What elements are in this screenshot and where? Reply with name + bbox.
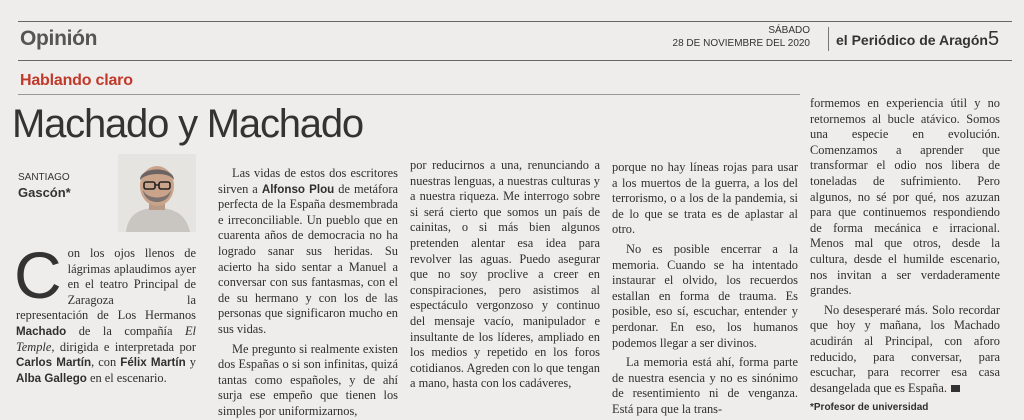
body-column-1 <box>14 238 196 386</box>
paragraph: Me pregunto si realmente existen dos Españas o si son infinitas, quizá tantas como españoles, y de ahí surja ese empeño que tienen los simples por uniformizarnos, <box>218 341 398 418</box>
paragraph: por reducirnos a una, renunciando a nuestras lenguas, a nuestras culturas y a nuestra riqueza. Me interrogo sobre si será cierto que somos un país de cainitas, o si más bien algunos pretenden alentar esa idea para revolver las aguas. Puedo asegurar que no soy proclive a creer en conspiraciones, pero asistimos al espectáculo vergonzoso y continuo del mensaje vacío, manipulador e insultante de los líderes, ampliado en los medios y repetido en los foros cotidianos. Agreden con lo que tengan a mano, hasta con los cadáveres, <box>410 158 600 391</box>
page-number: 5 <box>988 28 1000 50</box>
end-mark-icon <box>951 385 960 392</box>
paragraph: La memoria está ahí, forma parte de nuestra esencia y no es sinónimo de resentimiento ni de venganza. Está para que la trans- <box>612 355 798 416</box>
paragraph: No desesperaré más. Solo recordar que hoy y mañana, los Machado acudirán al Principal, con aforo reducido, para conversar, para escuchar, para recorrer esa casa desangelada que es España. <box>810 302 1000 395</box>
article-title: Machado y Machado <box>12 102 363 146</box>
author-last-name: Gascón* <box>18 185 71 200</box>
column-rubric: Hablando claro <box>20 72 133 89</box>
day-label: SÁBADO <box>768 25 810 36</box>
date-label: 28 DE NOVIEMBRE DEL 2020 <box>672 38 810 49</box>
header-rule <box>18 60 1012 61</box>
body-column-4 <box>612 160 798 418</box>
paragraph: Las vidas de estos dos escritores sirven a Alfonso Plou de metáfora perfecta de la España desmembrada e irreconciliable. Un pueblo que en cuarenta años de democracia no ha logrado sanar sus heridas. Su acierto ha sido sentar a Manuel a conversar con sus fantasmas, con el de su hermano y con los de las personas que significaron mucho en sus vidas. <box>218 166 398 336</box>
newspaper-name: el Periódico de Aragón <box>836 32 988 48</box>
paragraph: formemos en experiencia útil y no retornemos al bucle atávico. Somos una especie en evolución. Comenzamos a aprender que transformar el odio nos libera de toneladas de sufrimiento. Pero algunos, no sé por qué, nos azuzan para que continuemos respondiendo de forma mecánica e irracional. Menos mal que otros, desde la cultura, desde el humilde escenario, nos invitan a ser verdaderamente grandes. <box>810 96 1000 298</box>
author-portrait-icon <box>118 154 196 232</box>
paragraph: No es posible encerrar a la memoria. Cuando se ha intentado instaurar el olvido, los recuerdos estallan en forma de trauma. Es posible, eso sí, escuchar, entender y perdonar. En eso, los humanos podemos llegar a ser divinos. <box>612 241 798 350</box>
body-column-5 <box>810 96 1000 416</box>
paragraph: porque no hay líneas rojas para usar a los muertos de la guerra, a los del terrorismo, o a los de la pandemia, si de lo que se trata es de aplastar al otro. <box>612 160 798 237</box>
header-separator <box>828 27 829 51</box>
author-signature: *Profesor de universidad <box>810 402 929 414</box>
rubric-rule <box>18 94 800 95</box>
body-column-2 <box>218 166 398 420</box>
body-column-3 <box>410 158 600 392</box>
lead-paragraph: Con los ojos llenos de lágrimas aplaudimos ayer en el teatro Principal de Zaragoza la representación de Los Hermanos Machado de la compañía El Temple, dirigida e interpretada por Carlos Martín, con Félix Martín y Alba Gallego en el escenario. <box>14 238 196 385</box>
date-block <box>640 24 810 50</box>
author-first-name: SANTIAGO <box>18 172 70 183</box>
author-photo <box>118 154 196 232</box>
top-rule <box>18 21 1012 22</box>
drop-cap: C <box>14 238 62 312</box>
section-name: Opinión <box>20 27 98 50</box>
